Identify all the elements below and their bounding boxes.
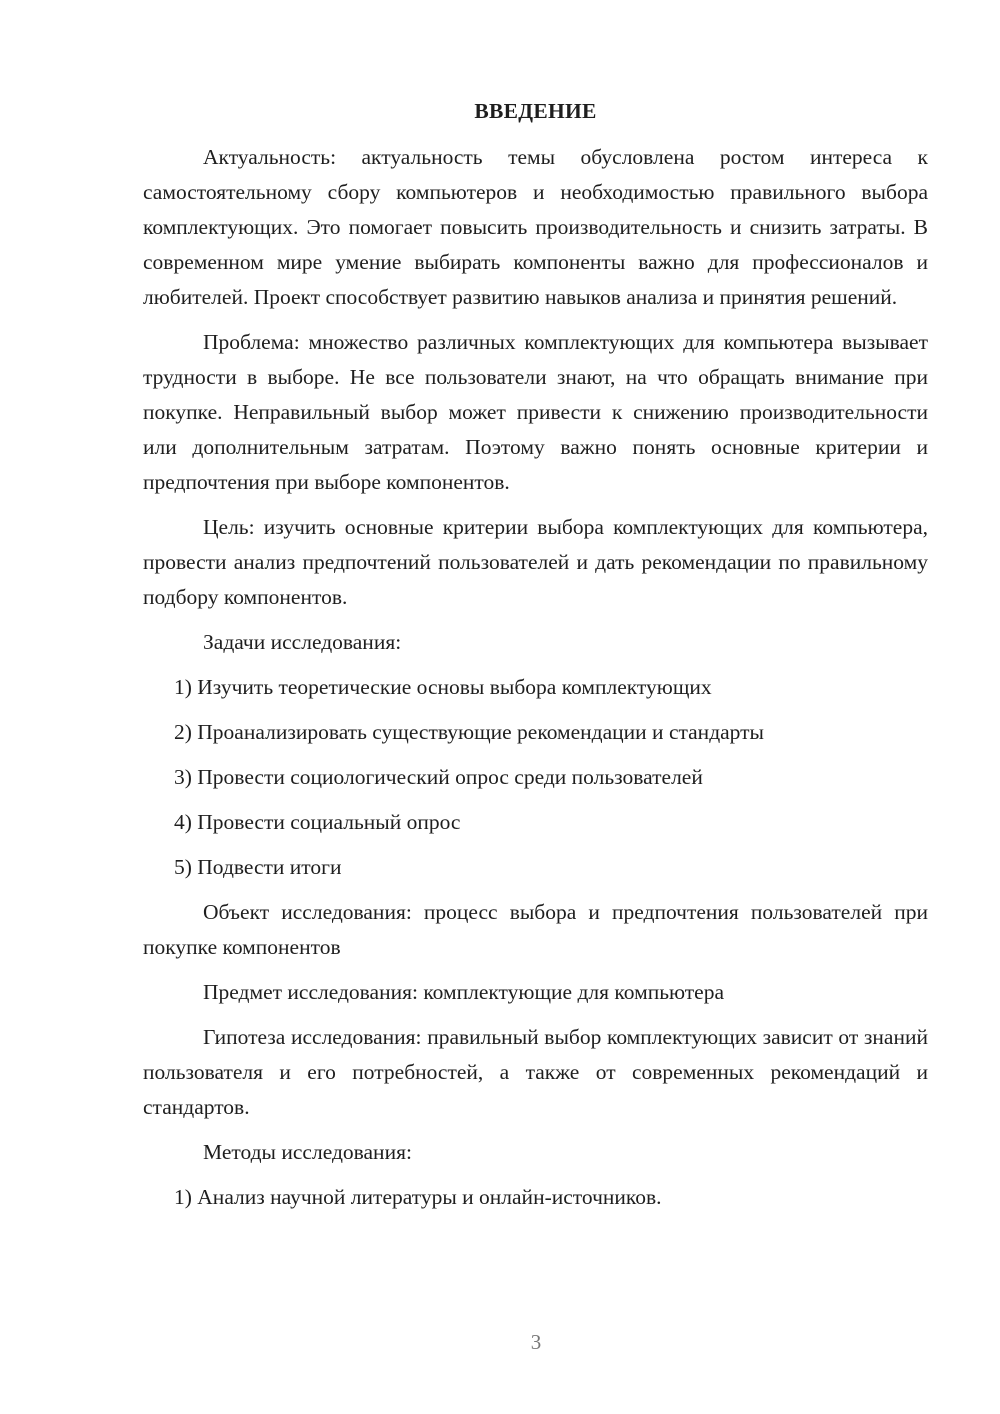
task-item: 2) Проанализировать существующие рекомендации и стандарты: [174, 720, 764, 744]
page-number: 3: [530, 1330, 542, 1354]
paragraph-goal: Цель: изучить основные критерии выбора комплектующих для компьютера, провести анализ предпочтений пользователей и дать рекомендации по правильному подбору компонентов.: [143, 515, 928, 609]
paragraph-hypothesis: Гипотеза исследования: правильный выбор комплектующих зависит от знаний пользователя и его потребностей, а также от современных рекомендаций и стандартов.: [143, 1025, 928, 1119]
tasks-heading: Задачи исследования:: [203, 630, 402, 654]
task-item: 1) Изучить теоретические основы выбора комплектующих: [174, 675, 712, 699]
method-item: 1) Анализ научной литературы и онлайн-источников.: [174, 1185, 662, 1209]
page-title: ВВЕДЕНИЕ: [474, 99, 597, 123]
task-item: 5) Подвести итоги: [174, 855, 342, 879]
paragraph-problem: Проблема: множество различных комплектующих для компьютера вызывает трудности в выборе. Не все пользователи знают, на что обращать внимание при покупке. Неправильный выбор может привести к снижению производительности или дополнительным затратам. Поэтому важно понять основные критерии и предпочтения при выборе компонентов.: [143, 330, 928, 494]
methods-heading: Методы исследования:: [203, 1140, 412, 1164]
paragraph-object: Объект исследования: процесс выбора и предпочтения пользователей при покупке компонентов: [143, 900, 928, 959]
paragraph-subject: Предмет исследования: комплектующие для компьютера: [203, 980, 725, 1004]
paragraph-relevance: Актуальность: актуальность темы обусловлена ростом интереса к самостоятельному сбору компьютеров и необходимостью правильного выбора комплектующих. Это помогает повысить производительность и снизить затраты. В современном мире умение выбирать компоненты важно для профессионалов и любителей. Проект способствует развитию навыков анализа и принятия решений.: [143, 145, 928, 309]
task-item: 4) Провести социальный опрос: [174, 810, 461, 834]
page-content: [143, 94, 928, 1225]
task-item: 3) Провести социологический опрос среди пользователей: [174, 765, 703, 789]
